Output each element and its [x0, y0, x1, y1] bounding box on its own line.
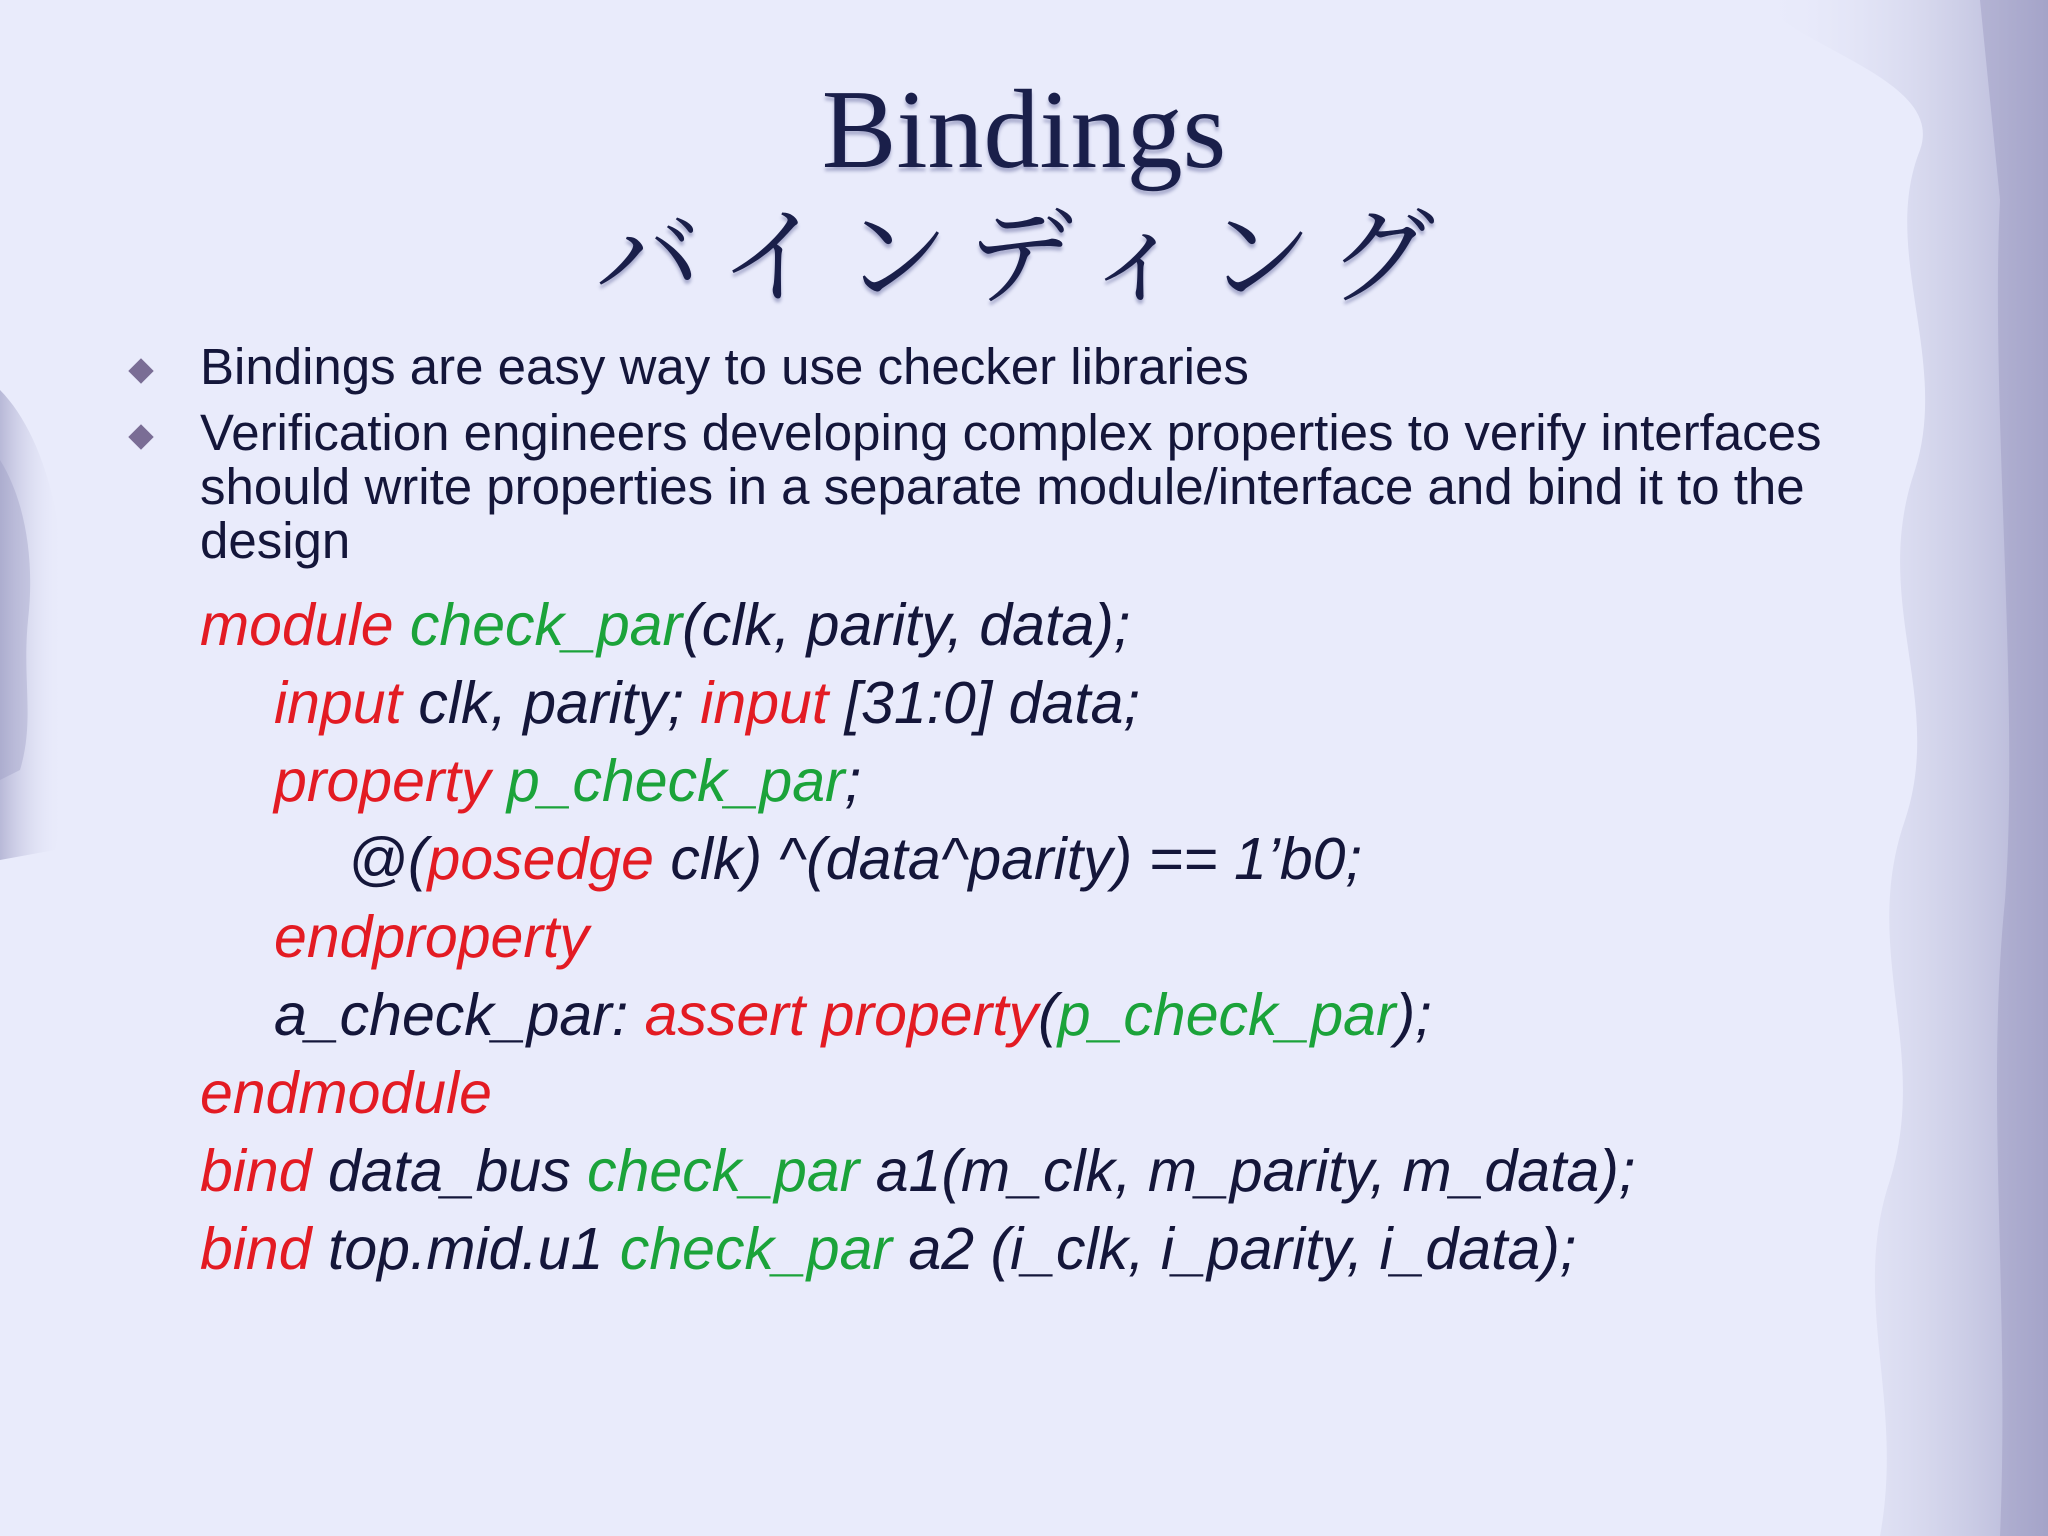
slide-title: Bindings [821, 68, 1227, 192]
code-text: a_check_par: [274, 982, 645, 1048]
code-identifier: p_check_par [506, 748, 845, 814]
code-text: [31:0] data; [828, 670, 1140, 736]
bullet-list [120, 340, 1940, 580]
code-text: ( [1038, 982, 1058, 1048]
code-text: @( [348, 826, 428, 892]
code-keyword: bind [200, 1138, 312, 1204]
bullet-text: Verification engineers developing complex properties to verify interfaces should write properties in a separate module/interface and bind it to the design [200, 404, 1822, 569]
code-keyword: assert property [644, 982, 1039, 1048]
code-line [200, 1210, 1635, 1288]
code-keyword: bind [200, 1216, 312, 1282]
code-text: top.mid.u1 [311, 1216, 620, 1282]
code-text: ; [844, 748, 862, 814]
code-line [200, 820, 1635, 898]
code-keyword: endproperty [274, 904, 589, 970]
code-line [200, 1132, 1635, 1210]
code-text [490, 748, 506, 814]
code-identifier: check_par [409, 592, 683, 658]
code-line [200, 898, 1635, 976]
code-text: clk) ^(data^parity) == 1’b0; [653, 826, 1362, 892]
code-line [200, 1054, 1635, 1132]
code-line [200, 976, 1635, 1054]
code-line [200, 586, 1635, 664]
code-text: a2 (i_clk, i_parity, i_data); [892, 1216, 1577, 1282]
code-text [394, 592, 410, 658]
code-text: clk, parity; [401, 670, 701, 736]
code-identifier: check_par [587, 1138, 860, 1204]
code-line [200, 664, 1635, 742]
code-text: (clk, parity, data); [682, 592, 1131, 658]
code-text: data_bus [311, 1138, 588, 1204]
code-keyword: posedge [427, 826, 654, 892]
bullet-text: Bindings are easy way to use checker libraries [200, 338, 1249, 395]
code-identifier: p_check_par [1057, 982, 1396, 1048]
bullet-item [120, 406, 1940, 568]
code-keyword: property [274, 748, 491, 814]
code-block [200, 586, 1635, 1288]
code-line [200, 742, 1635, 820]
code-keyword: input [700, 670, 829, 736]
code-keyword: endmodule [200, 1060, 492, 1126]
code-text: ); [1395, 982, 1432, 1048]
diamond-bullet-icon [128, 424, 153, 449]
code-keyword: input [274, 670, 402, 736]
code-keyword: module [200, 592, 394, 658]
slide-subtitle: バインディング [595, 196, 1453, 319]
bullet-item [120, 340, 1940, 394]
code-text: a1(m_clk, m_parity, m_data); [859, 1138, 1636, 1204]
diamond-bullet-icon [128, 358, 153, 383]
code-identifier: check_par [619, 1216, 893, 1282]
